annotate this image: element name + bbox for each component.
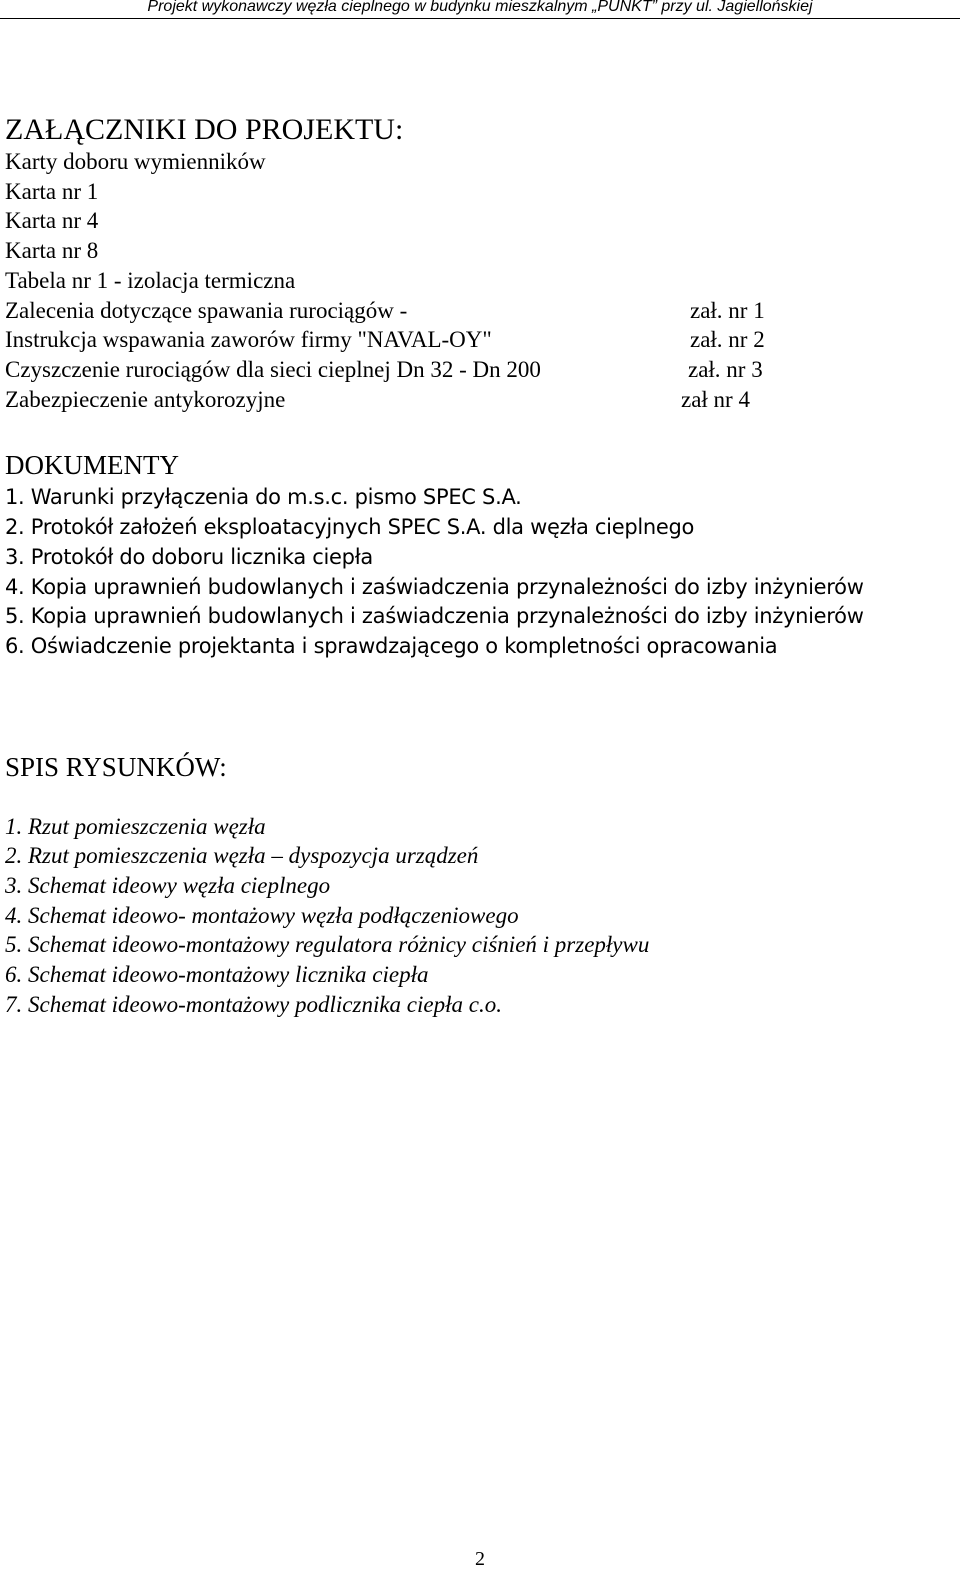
zalaczniki-title: ZAŁĄCZNIKI DO PROJEKTU: xyxy=(5,113,404,146)
rysunki-item: 1. Rzut pomieszczenia węzła xyxy=(5,814,266,839)
rysunki-item: 5. Schemat ideowo-montażowy regulatora różnicy ciśnień i przepływu xyxy=(5,932,650,957)
rysunki-item: 2. Rzut pomieszczenia węzła – dyspozycja urządzeń xyxy=(5,843,479,868)
dokumenty-item: 5. Kopia uprawnień budowlanych i zaświadczenia przynależności do izby inżynierów xyxy=(5,604,864,628)
zalaczniki-item: Karta nr 4 xyxy=(5,208,99,233)
dokumenty-item: 6. Oświadczenie projektanta i sprawdzającego o kompletności opracowania xyxy=(5,634,778,658)
page-number: 2 xyxy=(475,1548,485,1570)
dokumenty-item: 1. Warunki przyłączenia do m.s.c. pismo SPEC S.A. xyxy=(5,485,522,509)
zalaczniki-item: Zalecenia dotyczące spawania rurociągów - xyxy=(5,298,408,323)
header-title: Projekt wykonawczy węzła cieplnego w budynku mieszkalnym „PUNKT” przy ul. Jagiellońskiej xyxy=(147,0,813,15)
zalaczniki-item: Zabezpieczenie antykorozyjne xyxy=(5,387,286,412)
zalaczniki-item: Instrukcja wspawania zaworów firmy "NAVAL-OY" xyxy=(5,327,492,352)
page-header xyxy=(0,0,960,19)
rysunki-item: 7. Schemat ideowo-montażowy podlicznika ciepła c.o. xyxy=(5,992,502,1017)
rysunki-item: 6. Schemat ideowo-montażowy licznika ciepła xyxy=(5,962,429,987)
zalaczniki-ref: zał nr 4 xyxy=(681,387,750,412)
zalaczniki-ref: zał. nr 2 xyxy=(690,327,765,352)
zalaczniki-item: Tabela nr 1 - izolacja termiczna xyxy=(5,268,296,293)
zalaczniki-item: Karta nr 8 xyxy=(5,238,99,263)
zalaczniki-item: Karty doboru wymienników xyxy=(5,149,266,174)
dokumenty-item: 3. Protokół do doboru licznika ciepła xyxy=(5,545,373,569)
dokumenty-title: DOKUMENTY xyxy=(5,450,179,480)
rysunki-title: SPIS RYSUNKÓW: xyxy=(5,752,227,782)
header-rule xyxy=(0,18,960,19)
rysunki-item: 4. Schemat ideowo- montażowy węzła podłączeniowego xyxy=(5,903,519,928)
zalaczniki-ref: zał. nr 1 xyxy=(690,298,765,323)
zalaczniki-item: Czyszczenie rurociągów dla sieci cieplnej Dn 32 - Dn 200 xyxy=(5,357,541,382)
dokumenty-item: 2. Protokół założeń eksploatacyjnych SPEC S.A. dla węzła cieplnego xyxy=(5,515,695,539)
dokumenty-item: 4. Kopia uprawnień budowlanych i zaświadczenia przynależności do izby inżynierów xyxy=(5,575,864,599)
rysunki-item: 3. Schemat ideowy węzła cieplnego xyxy=(5,873,331,898)
zalaczniki-ref: zał. nr 3 xyxy=(688,357,763,382)
zalaczniki-item: Karta nr 1 xyxy=(5,179,99,204)
